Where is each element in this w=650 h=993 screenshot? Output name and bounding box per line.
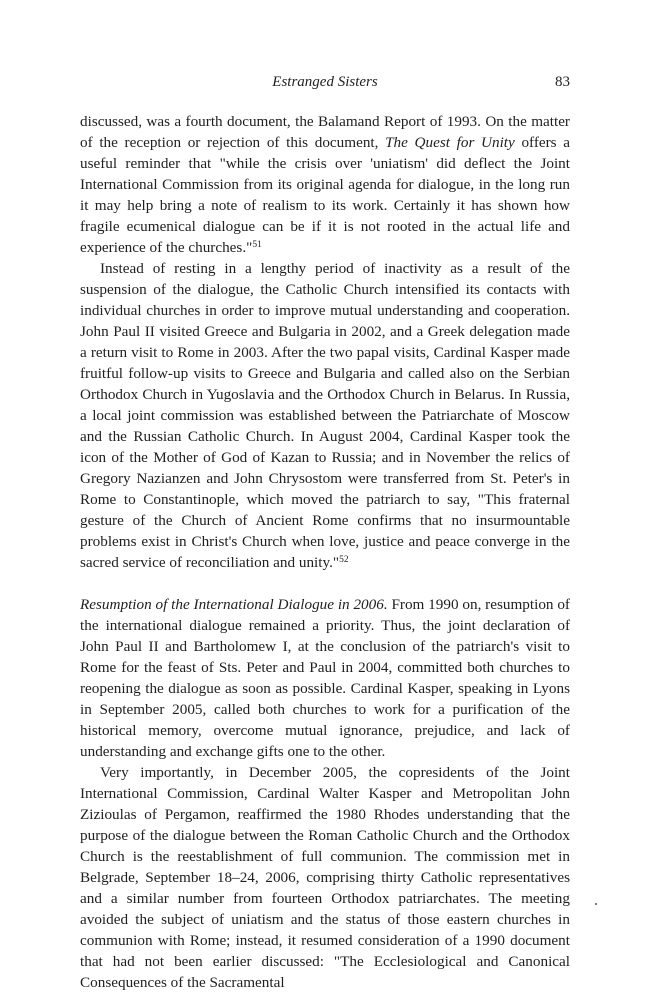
running-title: Estranged Sisters bbox=[272, 74, 378, 90]
paragraph-2-text: Instead of resting in a lengthy period of inactivity as a result of the suspension of the dialogue, the Catholic Church intensified its contacts with individual churches in order to improve mutual understanding and cooperation. John Paul II visited Greece and Bulgaria in 2002, and a Greek delegation made a return visit to Rome in 2003. After the two papal visits, Cardinal Kasper made fruitful follow-up visits to Greece and Bulgaria and called also on the Serbian Orthodox Church in Yugoslavia and the Orthodox Church in Belarus. In Russia, a local joint commission was established between the Patriarchate of Moscow and the Russian Catholic Church. In August 2004, Cardinal Kasper took the icon of the Mother of God of Kazan to Russia; and in November the relics of Gregory Nazianzen and John Chrysostom were transferred from St. Peter's in Rome to Constantinople, which moved the patriarch to say, "This fraternal gesture of the Church of Ancient Rome confirms that no insurmountable problems exist in Christ's Church when love, justice and peace converge in the sacred service of reconciliation and unity." bbox=[80, 260, 570, 571]
paragraph-3 bbox=[80, 594, 570, 762]
paragraph-1-text-a: discussed, was a fourth document, the Balamand Report of 1993. On the matter of the reception or rejection of this document, bbox=[80, 113, 570, 151]
book-title-quest-for-unity: The Quest for Unity bbox=[385, 134, 515, 151]
paragraph-2 bbox=[80, 258, 570, 573]
body-text bbox=[80, 111, 570, 993]
paragraph-4 bbox=[80, 762, 570, 993]
paragraph-4-text: Very importantly, in December 2005, the copresidents of the Joint International Commission, Cardinal Walter Kasper and Metropolitan John Zizioulas of Pergamon, reaffirmed the 1980 Rhodes understanding that the purpose of the dialogue between the Roman Catholic Church and the Orthodox Church is the reestablishment of full communion. The commission met in Belgrade, September 18–24, 2006, comprising thirty Catholic representatives and a similar number from fourteen Orthodox patriarchates. The meeting avoided the subject of uniatism and the status of those eastern churches in communion with Rome; instead, it resumed consideration of a 1990 document that had not been earlier discussed: "The Ecclesiological and Canonical Consequences of the Sacramental bbox=[80, 764, 570, 991]
paragraph-3-text: From 1990 on, resumption of the international dialogue remained a priority. Thus, the joint declaration of John Paul II and Bartholomew I, at the conclusion of the patriarch's visit to Rome for the feast of Sts. Peter and Paul in 2004, committed both churches to reopening the dialogue as soon as possible. Cardinal Kasper, speaking in Lyons in September 2005, called both churches to work for a purification of the historical memory, overcome mutual ignorance, prejudice, and lack of understanding and exchange gifts one to the other. bbox=[80, 596, 570, 760]
footnote-ref-51: 51 bbox=[252, 240, 262, 250]
paragraph-1-text-b: offers a useful reminder that "while the crisis over 'uniatism' did deflect the Joint International Commission from its original agenda for dialogue, in the long run it may help bring a note of realism to its work. Certainly it has shown how fragile ecumenical dialogue can be if it is not rooted in the actual life and experience of the churches." bbox=[80, 134, 570, 256]
running-head bbox=[80, 74, 570, 94]
scan-speck bbox=[595, 903, 597, 905]
paragraph-1 bbox=[80, 111, 570, 258]
section-heading: Resumption of the International Dialogue in 2006. bbox=[80, 596, 388, 613]
page-number: 83 bbox=[555, 74, 570, 90]
footnote-ref-52: 52 bbox=[339, 555, 349, 565]
